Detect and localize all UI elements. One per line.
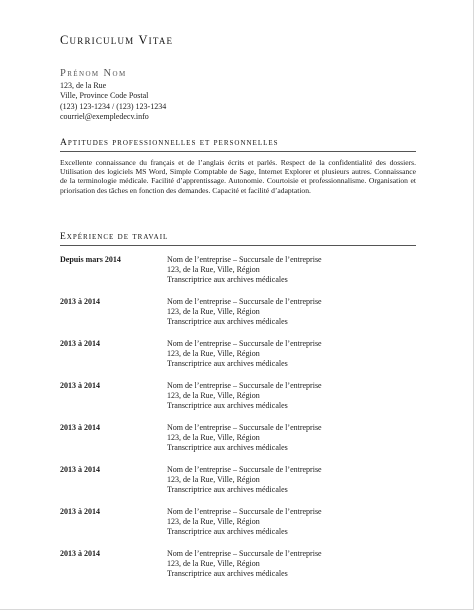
job-company: Nom de l’entreprise – Succursale de l’entreprise — [167, 297, 322, 306]
job-address: 123, de la Rue, Ville, Région — [167, 517, 260, 526]
job-details — [167, 465, 322, 495]
job-company: Nom de l’entreprise – Succursale de l’entreprise — [167, 423, 322, 432]
skills-heading: Aptitudes professionnelles et personnelles — [60, 138, 279, 148]
job-address: 123, de la Rue, Ville, Région — [167, 433, 260, 442]
job-details — [167, 549, 322, 579]
job-role: Transcriptrice aux archives médicales — [167, 485, 288, 494]
job-address: 123, de la Rue, Ville, Région — [167, 391, 260, 400]
job-company: Nom de l’entreprise – Succursale de l’entreprise — [167, 381, 322, 390]
job-role: Transcriptrice aux archives médicales — [167, 401, 288, 410]
job-address: 123, de la Rue, Ville, Région — [167, 265, 260, 274]
job-date: 2013 à 2014 — [60, 339, 100, 348]
job-details — [167, 507, 322, 537]
job-date: 2013 à 2014 — [60, 465, 100, 474]
job-date: Depuis mars 2014 — [60, 255, 121, 264]
job-role: Transcriptrice aux archives médicales — [167, 317, 288, 326]
job-details — [167, 255, 322, 285]
skills-heading-rule — [60, 151, 416, 152]
job-details — [167, 381, 322, 411]
job-address: 123, de la Rue, Ville, Région — [167, 475, 260, 484]
contact-block — [60, 81, 166, 123]
job-company: Nom de l’entreprise – Succursale de l’entreprise — [167, 255, 322, 264]
job-date: 2013 à 2014 — [60, 549, 100, 558]
job-details — [167, 423, 322, 453]
job-date: 2013 à 2014 — [60, 297, 100, 306]
candidate-name: Prénom Nom — [60, 68, 127, 79]
job-details — [167, 297, 322, 327]
job-date: 2013 à 2014 — [60, 423, 100, 432]
job-address: 123, de la Rue, Ville, Région — [167, 559, 260, 568]
contact-phone: (123) 123-1234 / (123) 123-1234 — [60, 101, 167, 111]
job-company: Nom de l’entreprise – Succursale de l’entreprise — [167, 549, 322, 558]
job-company: Nom de l’entreprise – Succursale de l’entreprise — [167, 507, 322, 516]
job-address: 123, de la Rue, Ville, Région — [167, 349, 260, 358]
skills-paragraph: Excellente connaissance du français et de l’anglais écrits et parlés. Respect de la confidentialité des dossiers. Utilisation des logiciels MS Word, Simple Comptable de Sage, Internet Explorer et plusieurs autres. Connaissance de la terminologie médicale. Facilité d’apprentissage. Autonomie. Courtoisie et professionnalisme. Organisation et priorisation des tâches en fonction des demandes. Capacité et facilité d’adaptation. — [60, 158, 416, 195]
job-role: Transcriptrice aux archives médicales — [167, 443, 288, 452]
job-address: 123, de la Rue, Ville, Région — [167, 307, 260, 316]
job-company: Nom de l’entreprise – Succursale de l’entreprise — [167, 339, 322, 348]
job-role: Transcriptrice aux archives médicales — [167, 527, 288, 536]
experience-heading: Expérience de travail — [60, 232, 169, 242]
document-title: Curriculum Vitae — [60, 33, 174, 47]
contact-email: courriel@exempledecv.info — [60, 112, 149, 122]
job-details — [167, 339, 322, 369]
contact-city: Ville, Province Code Postal — [60, 91, 149, 101]
job-date: 2013 à 2014 — [60, 381, 100, 390]
job-role: Transcriptrice aux archives médicales — [167, 359, 288, 368]
job-date: 2013 à 2014 — [60, 507, 100, 516]
job-role: Transcriptrice aux archives médicales — [167, 275, 288, 284]
job-role: Transcriptrice aux archives médicales — [167, 569, 288, 578]
contact-street: 123, de la Rue — [60, 81, 107, 90]
job-company: Nom de l’entreprise – Succursale de l’entreprise — [167, 465, 322, 474]
experience-heading-rule — [60, 245, 416, 246]
